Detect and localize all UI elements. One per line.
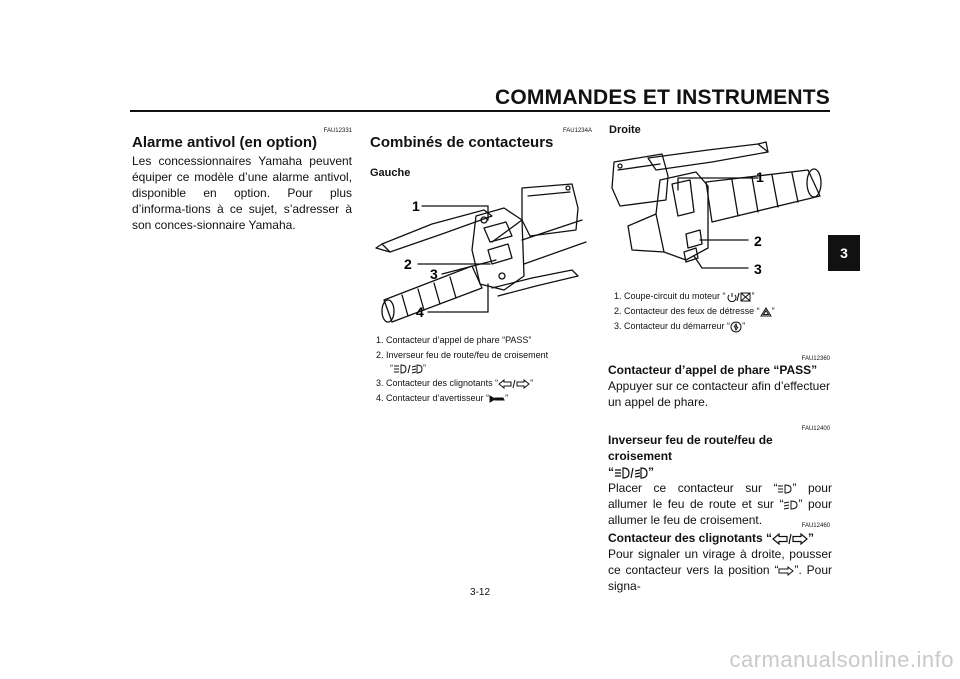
callout-1: 1 [756,169,764,185]
caption-item: 1. Coupe-circuit du moteur “ ” [614,291,755,301]
section-body: Les concessionnaires Yamaha peuvent équiper ce modèle d’une alarme antivol, disponible en option. Pour plus d’informa-tions à ce sujet, s’adresser à son conces-sionnaire Yamaha. [132,154,352,232]
section-code: FAU12460 [801,523,830,529]
section-title: Combinés de contacteurs [370,134,554,151]
section-subtitle-left: Gauche [370,167,411,179]
section-switches [370,134,594,179]
right-caption-list [614,290,834,335]
right-handlebar-illustration [608,140,830,280]
callout-3: 3 [430,266,438,282]
section-body: Appuyer sur ce contacteur afin d’effectuer un appel de phare. [608,379,830,409]
caption-item: 3. Contacteur du démarreur “ ” [614,321,746,331]
section-beam: Inverseur feu de route/feu de croisement “ ” Placer ce contacteur sur “ ” pour allumer le feu de route et sur “ ” pour allumer le feu de croisement. [608,433,832,527]
section-title: Inverseur feu de route/feu de croisement [608,433,773,463]
callout-2: 2 [404,256,412,272]
starter-icon [730,321,742,333]
caption-item: 1. Contacteur d’appel de phare “PASS” [376,335,532,345]
callout-1: 1 [412,198,420,214]
low-beam-icon [783,500,798,510]
callout-4: 4 [416,304,424,320]
caption-item: 2. Contacteur des feux de détresse “ ” [614,306,775,316]
section-antitheft [132,134,352,233]
section-title: Alarme antivol (en option) [132,134,318,151]
section-code: FAU1234A [562,128,592,134]
callout-3: 3 [754,261,762,277]
page-header-title: COMMANDES ET INSTRUMENTS [495,86,830,109]
section-turn-signal [608,530,832,594]
section-subtitle-right: Droite [609,124,641,136]
section-code: FAU12331 [323,128,352,134]
section-pass [608,362,830,410]
caption-item: 4. Contacteur d’avertisseur “ ” [376,393,509,403]
caption-item: 3. Contacteur des clignotants “ ” [376,378,534,388]
watermark: carmanualsonline.info [729,647,954,672]
turn-signal-icon [498,379,530,389]
high-low-beam-icon [614,467,648,479]
caption-item: 2. Inverseur feu de route/feu de croisement “ ” [376,350,549,373]
high-beam-icon [777,484,792,494]
section-body: Placer ce contacteur sur “ ” pour allumer le feu de route et sur “ ” pour allumer le feu de croisement. [608,481,832,527]
section-code: FAU12400 [801,426,830,432]
section-title: Contacteur d’appel de phare “PASS” [608,363,818,377]
engine-stop-icon [726,292,752,302]
callout-2: 2 [754,233,762,249]
section-body: Pour signaler un virage à droite, pousser ce contacteur vers la position “ ”. Pour signa- [608,547,833,593]
right-turn-icon [778,566,794,576]
high-low-beam-icon [393,364,423,374]
page-number: 3-12 [469,587,490,598]
turn-signal-icon [772,533,808,545]
section-title: Contacteur des clignotants “ ” [608,531,815,545]
header-rule [130,110,830,112]
horn-icon [489,394,505,404]
left-caption-list [376,334,596,407]
left-handlebar-illustration [372,180,594,330]
hazard-icon [760,307,772,317]
chapter-tab[interactable]: 3 [828,235,860,271]
section-code: FAU12360 [801,356,830,362]
